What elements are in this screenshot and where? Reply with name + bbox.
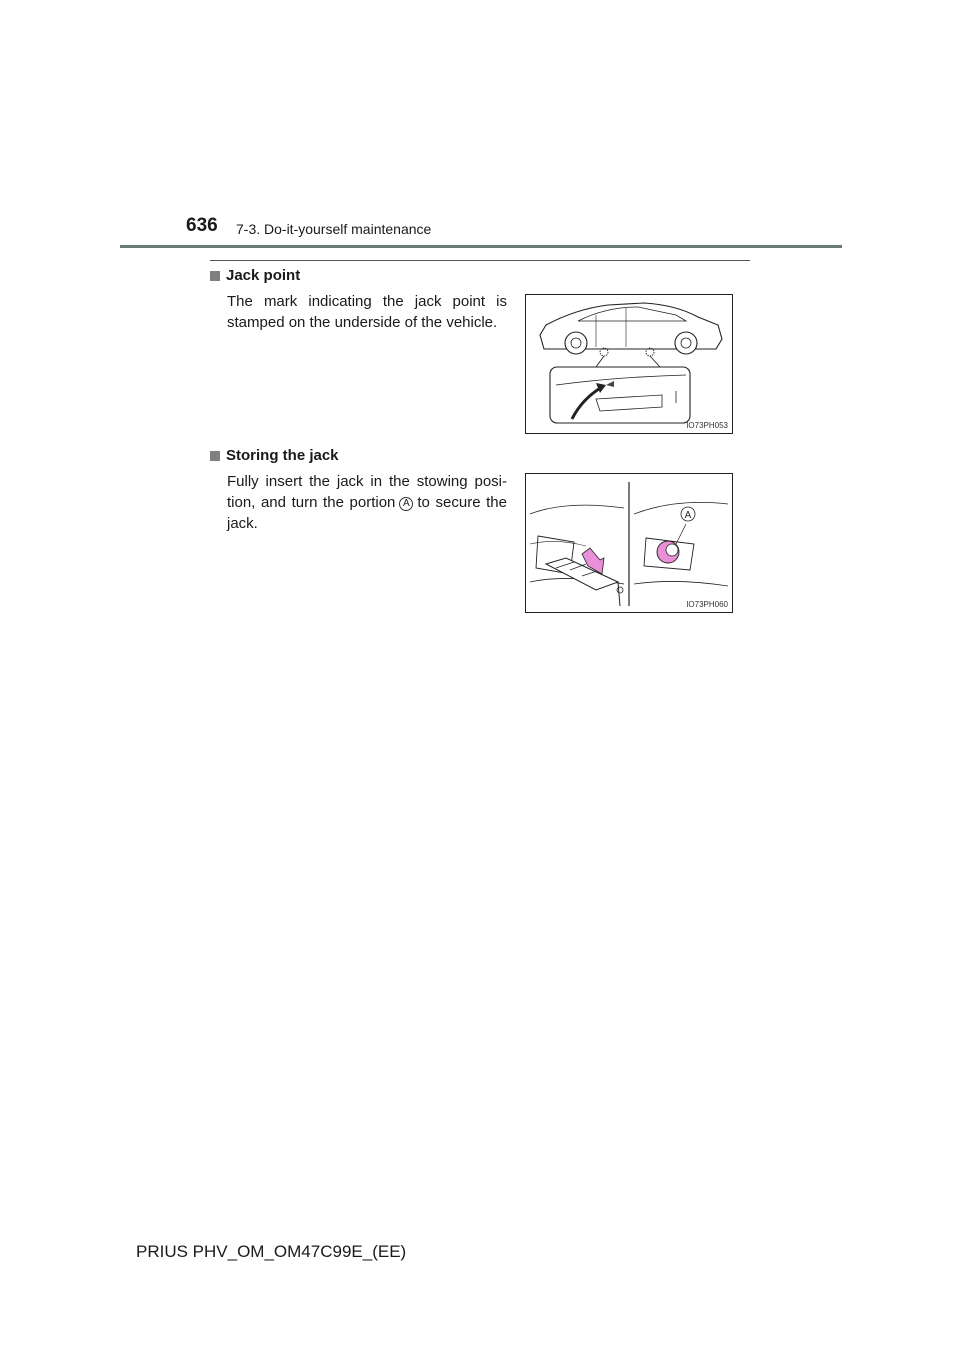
footer-doc-id: PRIUS PHV_OM_OM47C99E_(EE) bbox=[136, 1242, 407, 1261]
square-bullet-icon bbox=[210, 451, 220, 461]
figure-storing-jack bbox=[525, 473, 733, 613]
figure-callout-label: A bbox=[684, 510, 692, 521]
subhead-label: Storing the jack bbox=[226, 447, 339, 464]
text-before: Fully insert the jack in the stowing posi-tion, and turn the portion bbox=[227, 473, 507, 511]
figure-code: IO73PH060 bbox=[686, 600, 728, 609]
jack-point-text: The mark indicating the jack point is stamped on the underside of the vehicle. bbox=[227, 293, 507, 331]
section-title: 7-3. Do-it-yourself maintenance bbox=[236, 221, 432, 237]
header-rule bbox=[120, 245, 842, 248]
subhead-label: Jack point bbox=[226, 267, 301, 284]
subhead-jack-point bbox=[210, 267, 300, 284]
figure-jack-point bbox=[525, 294, 733, 434]
square-bullet-icon bbox=[210, 271, 220, 281]
circled-marker: A bbox=[399, 497, 413, 511]
content-rule bbox=[210, 260, 750, 261]
subhead-storing-jack bbox=[210, 447, 339, 464]
storing-jack-text bbox=[227, 471, 507, 534]
car-side-illustration bbox=[526, 295, 732, 433]
figure-code: IO73PH053 bbox=[686, 421, 728, 430]
text-after: to secure the jack. bbox=[227, 494, 507, 532]
page-number: 636 bbox=[186, 215, 218, 236]
jack-stowing-illustration bbox=[526, 474, 732, 612]
